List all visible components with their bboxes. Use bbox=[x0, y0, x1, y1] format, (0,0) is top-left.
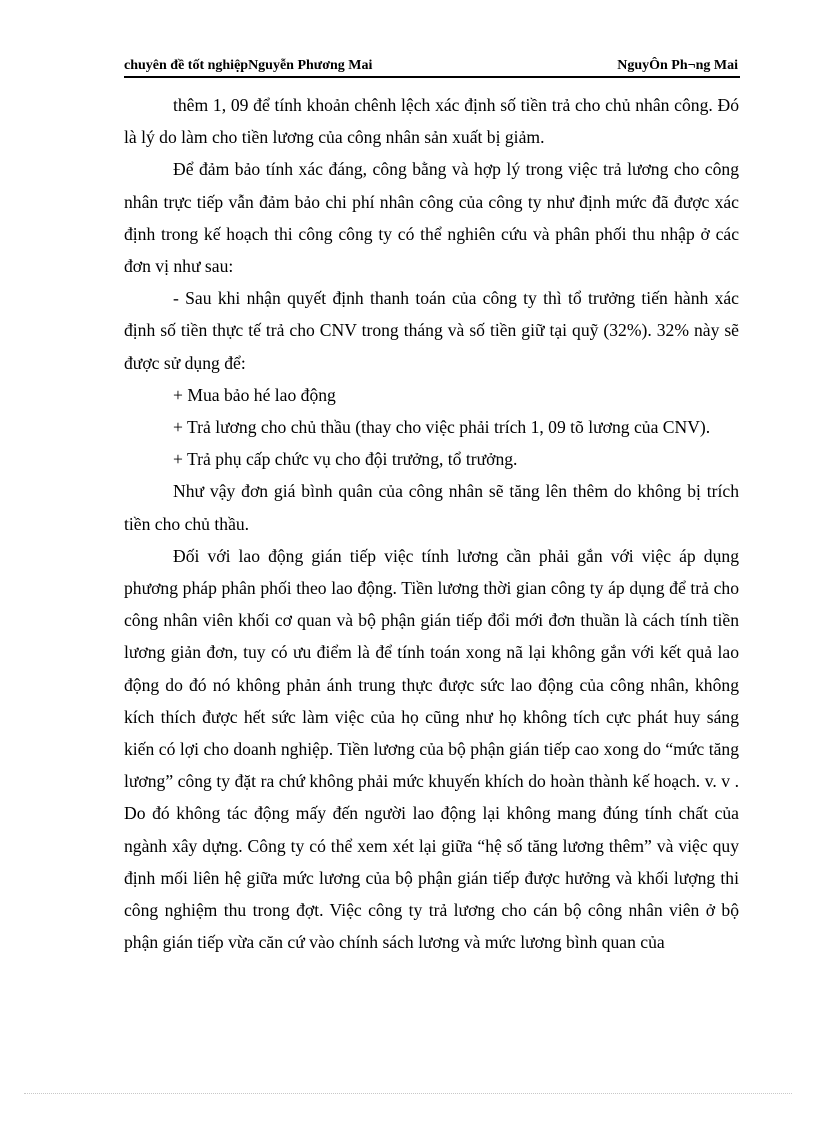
paragraph-7: Như vậy đơn giá bình quân của công nhân sẽ tăng lên thêm do không bị trích tiền cho chủ thầu. bbox=[124, 481, 739, 534]
paragraph-1: thêm 1, 09 để tính khoản chênh lệch xác định số tiền trả cho chủ nhân công. Đó là lý do làm cho tiền lương của công nhân sản xuất bị giảm. bbox=[124, 95, 739, 148]
document-body bbox=[124, 89, 739, 958]
header-right-author: NguyÔn Ph¬ng Mai bbox=[617, 58, 738, 73]
paragraph-5: + Trả lương cho chủ thầu (thay cho việc phải trích 1, 09 tõ lương của CNV). bbox=[173, 417, 711, 438]
page-header bbox=[124, 56, 740, 78]
page-bottom-divider bbox=[24, 1093, 792, 1094]
paragraph-6: + Trả phụ cấp chức vụ cho đội trưởng, tổ trưởng. bbox=[173, 449, 518, 470]
paragraph-4: + Mua bảo hé lao động bbox=[173, 384, 336, 405]
paragraph-2: Để đảm bảo tính xác đáng, công bằng và hợp lý trong việc trả lương cho công nhân trực tiếp vẫn đảm bảo chi phí nhân công của công ty như định mức đã được xác định trong kế hoạch thi công công ty có thể nghiên cứu và phân phối thu nhập ở các đơn vị như sau: bbox=[124, 159, 739, 277]
paragraph-8: Đối với lao động gián tiếp việc tính lương cần phải gắn với việc áp dụng phương pháp phân phối theo lao động. Tiền lương thời gian công ty áp dụng để trả cho công nhân viên khối cơ quan và bộ phận gián tiếp đổi mới đơn thuần là cách tính tiền lương giản đơn, tuy có ưu điểm là để tính toán xong nã lại không gắn với kết quả lao động do đó nó không phản ánh trung thực được sức lao động của công nhân, không kích thích được hết sức làm việc của họ cũng như họ không tích cực phát huy sáng kiến có lợi cho doanh nghiệp. Tiền lương của bộ phận gián tiếp cao xong do “mức tăng lương” công ty đặt ra chứ không phải mức khuyến khích do hoàn thành kế hoạch. v. v . Do đó không tác động mấy đến người lao động lại không mang đúng tính chất của ngành xây dựng. Công ty có thể xem xét lại giữa “hệ số tăng lương thêm” và việc quy định mối liên hệ giữa mức lương của bộ phận gián tiếp được hưởng và khối lượng thi công nghiệm thu trong đợt. Việc công ty trả lương cho cán bộ công nhân viên ở bộ phận gián tiếp vừa căn cứ vào chính sách lương và mức lương bình quan của bbox=[124, 545, 739, 953]
header-left-title: chuyên đề tốt nghiệpNguyễn Phương Mai bbox=[124, 58, 373, 73]
paragraph-3: - Sau khi nhận quyết định thanh toán của công ty thì tổ trưởng tiến hành xác định số tiền thực tế trả cho CNV trong tháng và số tiền giữ tại quỹ (32%). 32% này sẽ được sử dụng để: bbox=[124, 288, 739, 373]
